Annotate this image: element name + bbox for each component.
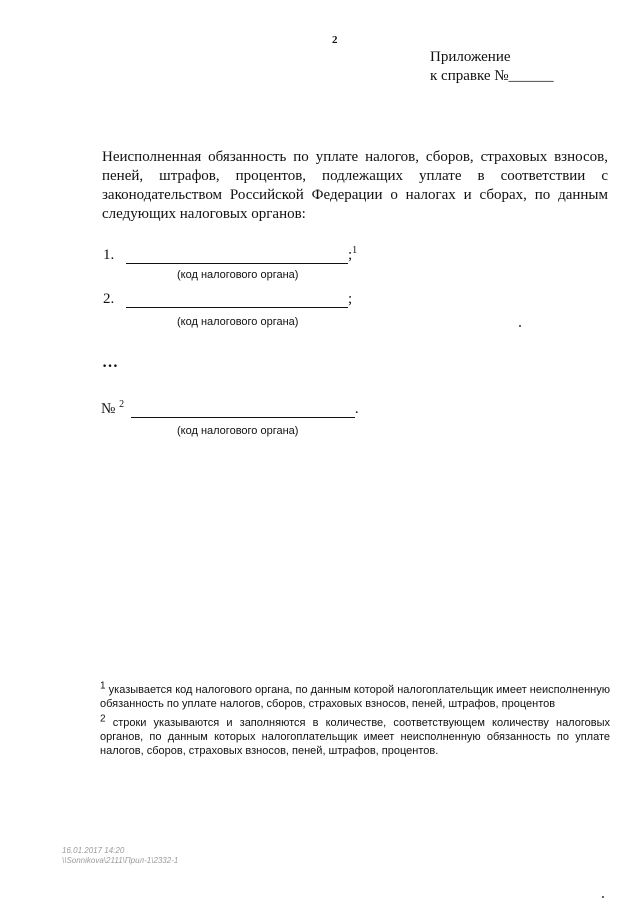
- scan-speck: [519, 325, 521, 327]
- entry-suffix: ;: [348, 247, 353, 263]
- footnote-ref: 2: [119, 399, 125, 410]
- footnote-2: [100, 713, 610, 758]
- entry-blank-line: [131, 403, 355, 418]
- ellipsis: …: [102, 354, 119, 371]
- entry-blank-line: [126, 293, 348, 308]
- appendix-title: Приложение: [430, 49, 511, 65]
- footnote-1: [100, 680, 610, 711]
- footnote-mark: 2: [100, 713, 106, 725]
- footnote-text: указывается код налогового органа, по данным которой налогоплательщик имеет неисполненную обязанность по уплате налогов, сборов, страховых взносов, пеней, штрафов, процентов: [100, 684, 610, 710]
- entry-label: 2.: [103, 291, 115, 307]
- entry-row-1: [103, 247, 357, 264]
- print-stamp-date: 16.01.2017 14:20: [62, 846, 125, 855]
- entry-row-2: [103, 291, 352, 308]
- main-paragraph: [102, 148, 608, 224]
- appendix-reference: к справке №______: [430, 68, 554, 84]
- scan-speck: [602, 896, 604, 898]
- entry-caption-1: (код налогового органа): [177, 269, 299, 281]
- main-text: Неисполненная обязанность по уплате налогов, сборов, страховых взносов, пеней, штрафов, процентов, подлежащих уплате в соответствии с законодательством Российской Федерации о налогах и сборах, по данным следующих налоговых органов:: [102, 149, 608, 222]
- entry-label: №: [101, 401, 116, 417]
- page-number: 2: [332, 34, 338, 46]
- footnote-text: строки указываются и заполняются в количестве, соответствующем количеству налоговых органов, по данным которых налогоплательщик имеет неисполненную обязанность по уплате налогов, сборов, страховых взносов, пеней, штрафов, процентов.: [100, 717, 610, 757]
- entry-row-last: [101, 401, 359, 418]
- entry-suffix: ;: [348, 291, 353, 307]
- entry-blank-line: [126, 249, 348, 264]
- entry-suffix: .: [354, 401, 359, 417]
- entry-caption-2: (код налогового органа): [177, 316, 299, 328]
- entry-caption-last: (код налогового органа): [177, 425, 299, 437]
- entry-label: 1.: [103, 247, 115, 263]
- footnote-mark: 1: [100, 680, 106, 692]
- print-stamp-path: \\Sonnikova\2111\Прил-1\2332-1: [62, 856, 179, 865]
- appendix-header: [430, 48, 554, 86]
- footnote-ref: 1: [352, 245, 358, 256]
